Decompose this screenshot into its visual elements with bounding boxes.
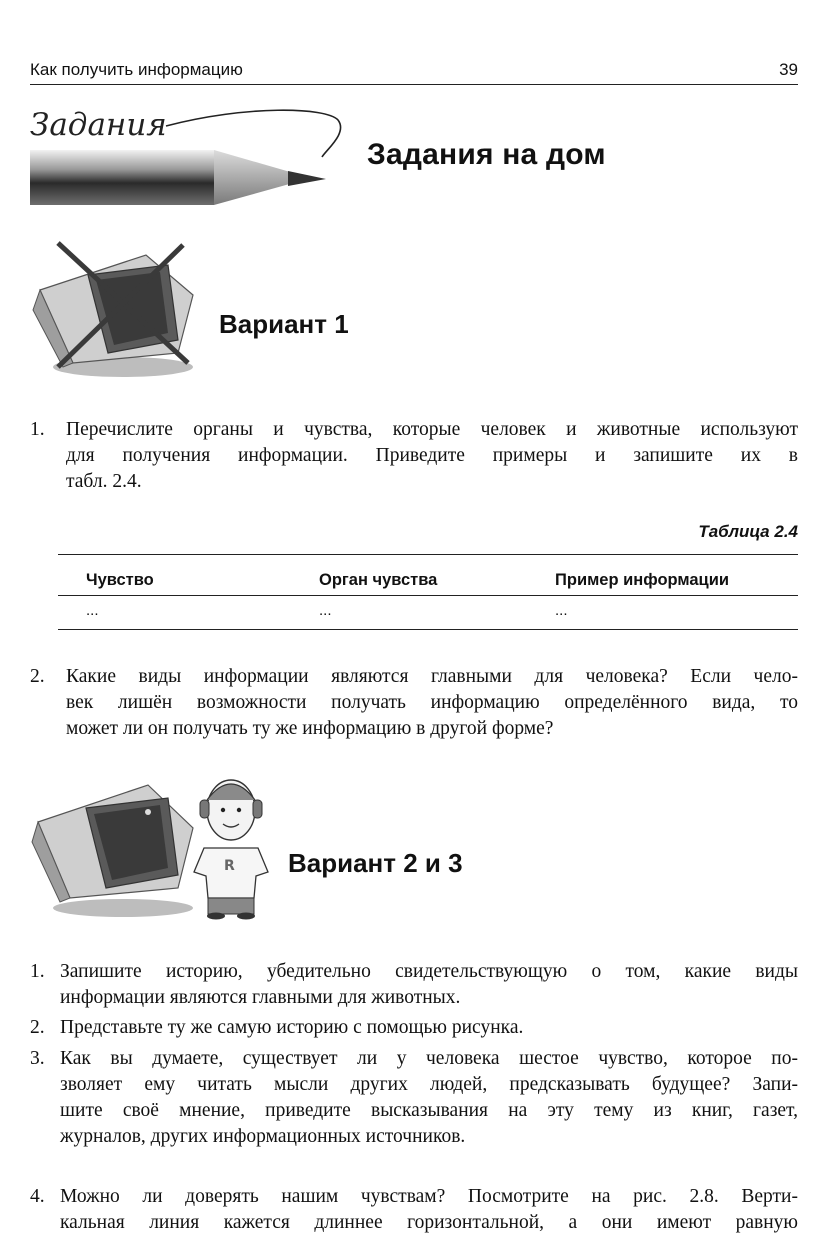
task-number: 3.	[30, 1048, 45, 1069]
task-line: Как вы думаете, существует ли у человека шестое чувство, которое по-	[60, 1048, 798, 1069]
pencil-body-shape	[30, 150, 214, 205]
page-number: 39	[779, 60, 798, 79]
info-table	[58, 554, 798, 630]
variant23-title: Вариант 2 и 3	[288, 848, 463, 878]
task-line: Запишите историю, убедительно свидетельствующую о том, какие виды	[60, 961, 798, 982]
task-line: табл. 2.4.	[66, 471, 142, 492]
task-line: для получения информации. Приведите примеры и запишите их в	[66, 445, 798, 466]
table-cell: ...	[527, 596, 798, 630]
pencil-logo	[26, 95, 351, 215]
crossed-monitor-icon	[28, 235, 208, 380]
table-row	[58, 596, 798, 630]
running-header	[30, 58, 798, 85]
svg-text:R: R	[224, 858, 235, 874]
task-line: может ли он получать ту же информацию в другой форме?	[66, 718, 554, 739]
variant23-task-1	[30, 959, 798, 1011]
task-line: Какие виды информации являются главными для человека? Если чело-	[66, 666, 798, 687]
variant1-title: Вариант 1	[219, 309, 349, 339]
variant1-task-1	[30, 417, 798, 495]
table-caption: Таблица 2.4	[698, 522, 798, 541]
variant23-task-4	[30, 1184, 798, 1236]
task-number: 2.	[30, 666, 45, 687]
variant1-task-2	[30, 664, 798, 742]
task-number: 1.	[30, 419, 45, 440]
task-line: Представьте ту же самую историю с помощью рисунка.	[60, 1017, 524, 1038]
section-title: Задания на дом	[367, 138, 606, 171]
task-line: информации являются главными для животных.	[60, 987, 461, 1008]
task-line: кальная линия кажется длиннее горизонтальной, а они имеют равную	[60, 1212, 798, 1233]
task-line: век лишён возможности получать информацию определённого вида, то	[66, 692, 798, 713]
monitor-boy-illustration	[28, 770, 278, 920]
task-line: Можно ли доверять нашим чувствам? Посмотрите на рис. 2.8. Верти-	[60, 1186, 798, 1207]
pencil-swirl-line	[166, 110, 341, 157]
task-number: 4.	[30, 1186, 45, 1207]
table-column-header: Чувство	[58, 555, 291, 596]
task-line: Перечислите органы и чувства, которые человек и животные используют	[66, 419, 798, 440]
table-column-header: Орган чувства	[291, 555, 527, 596]
monitor-icon	[32, 785, 193, 917]
task-line: зволяет ему читать мысли других людей, предсказывать будущее? Запи-	[60, 1074, 798, 1095]
variant23-task-2	[30, 1015, 798, 1041]
pencil-lead-shape	[288, 171, 326, 186]
logo-script-text: Задания	[30, 107, 167, 143]
table-cell: ...	[291, 596, 527, 630]
boy-with-headphones-icon	[194, 780, 268, 920]
table-cell: ...	[58, 596, 291, 630]
task-number: 1.	[30, 961, 45, 982]
table-column-header: Пример информации	[527, 555, 798, 596]
task-number: 2.	[30, 1017, 45, 1038]
task-line: шите своё мнение, приведите высказывания на эту тему из книг, газет,	[60, 1100, 798, 1121]
table-header-row	[58, 555, 798, 596]
running-title: Как получить информацию	[30, 60, 243, 79]
variant23-task-3	[30, 1046, 798, 1150]
task-line: журналов, других информационных источников.	[60, 1126, 466, 1147]
